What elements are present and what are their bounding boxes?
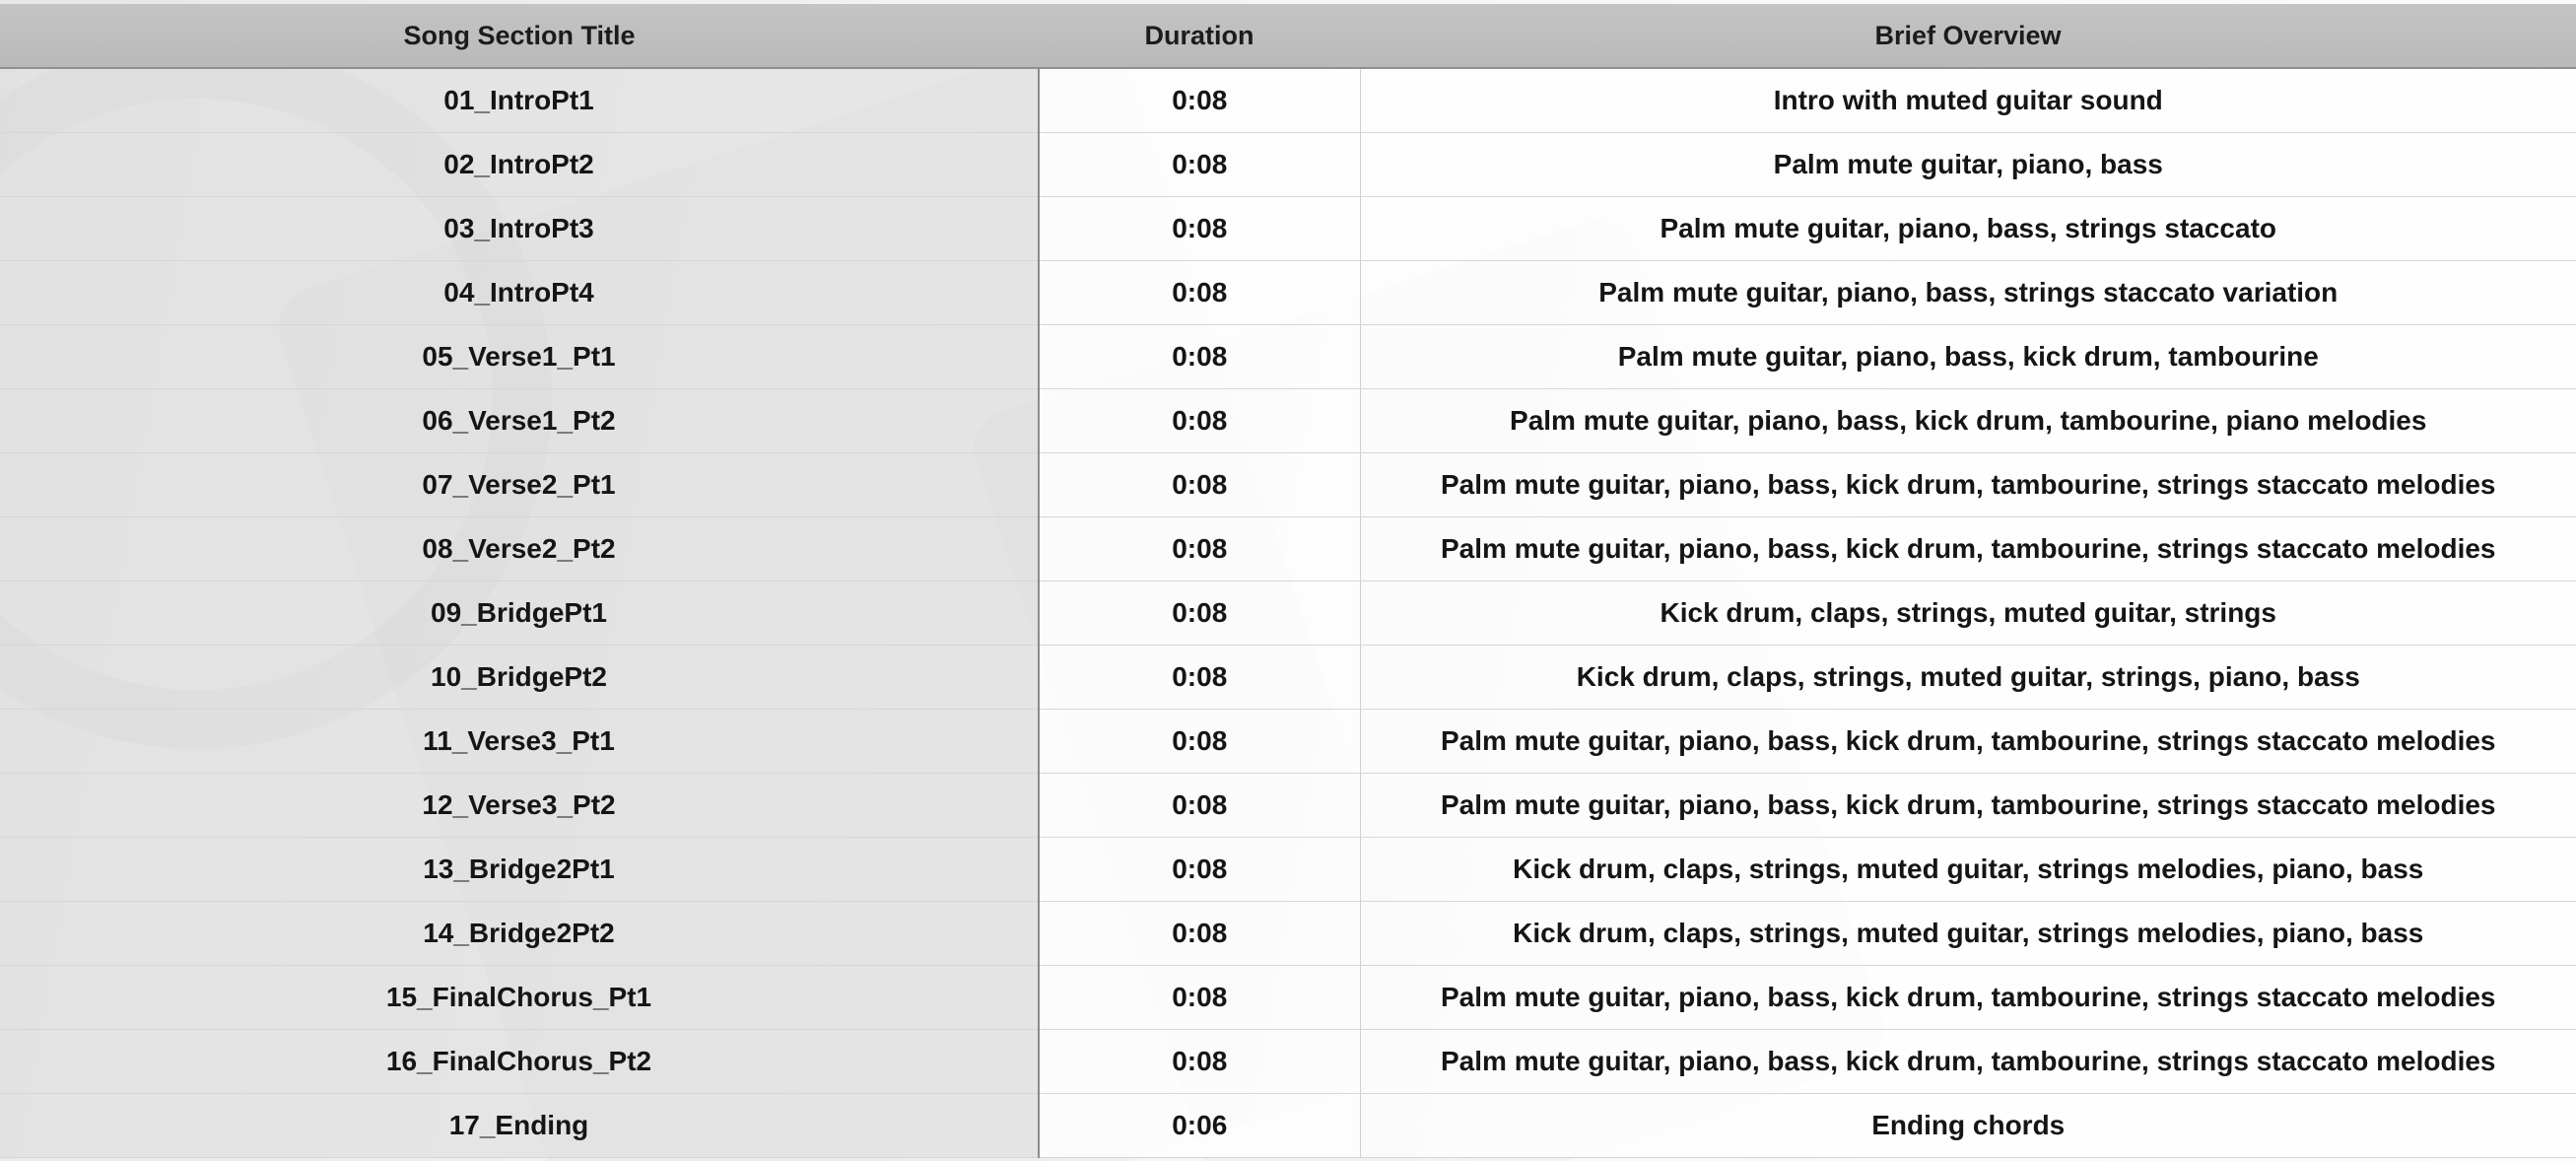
header-brief-overview: Brief Overview [1360, 4, 2576, 68]
section-title-cell: 08_Verse2_Pt2 [0, 517, 1039, 581]
overview-cell: Palm mute guitar, piano, bass, strings staccato variation [1360, 261, 2576, 325]
header-song-section-title: Song Section Title [0, 4, 1039, 68]
overview-cell: Palm mute guitar, piano, bass, kick drum, tambourine, strings staccato melodies [1360, 453, 2576, 517]
table-row [0, 68, 2576, 133]
duration-cell: 0:08 [1039, 646, 1360, 710]
overview-cell: Palm mute guitar, piano, bass, kick drum, tambourine, strings staccato melodies [1360, 710, 2576, 774]
overview-cell: Kick drum, claps, strings, muted guitar, strings [1360, 581, 2576, 646]
duration-cell: 0:08 [1039, 261, 1360, 325]
overview-cell: Palm mute guitar, piano, bass [1360, 133, 2576, 197]
section-title-cell: 02_IntroPt2 [0, 133, 1039, 197]
section-title-cell: 04_IntroPt4 [0, 261, 1039, 325]
table-row [0, 325, 2576, 389]
duration-cell: 0:08 [1039, 453, 1360, 517]
duration-cell: 0:06 [1039, 1094, 1360, 1158]
song-sections-table [0, 4, 2576, 1158]
section-title-cell: 15_FinalChorus_Pt1 [0, 966, 1039, 1030]
duration-cell: 0:08 [1039, 133, 1360, 197]
table-row [0, 581, 2576, 646]
table-body [0, 68, 2576, 1158]
overview-cell: Kick drum, claps, strings, muted guitar, strings, piano, bass [1360, 646, 2576, 710]
section-title-cell: 05_Verse1_Pt1 [0, 325, 1039, 389]
table-row [0, 902, 2576, 966]
section-title-cell: 12_Verse3_Pt2 [0, 774, 1039, 838]
table-row [0, 197, 2576, 261]
table-row [0, 774, 2576, 838]
overview-cell: Palm mute guitar, piano, bass, strings staccato [1360, 197, 2576, 261]
section-title-cell: 11_Verse3_Pt1 [0, 710, 1039, 774]
duration-cell: 0:08 [1039, 838, 1360, 902]
section-title-cell: 10_BridgePt2 [0, 646, 1039, 710]
duration-cell: 0:08 [1039, 517, 1360, 581]
overview-cell: Intro with muted guitar sound [1360, 68, 2576, 133]
overview-cell: Palm mute guitar, piano, bass, kick drum, tambourine, piano melodies [1360, 389, 2576, 453]
table-row [0, 389, 2576, 453]
duration-cell: 0:08 [1039, 389, 1360, 453]
duration-cell: 0:08 [1039, 1030, 1360, 1094]
overview-cell: Palm mute guitar, piano, bass, kick drum, tambourine, strings staccato melodies [1360, 774, 2576, 838]
section-title-cell: 14_Bridge2Pt2 [0, 902, 1039, 966]
table-header-row [0, 4, 2576, 68]
duration-cell: 0:08 [1039, 581, 1360, 646]
overview-cell: Palm mute guitar, piano, bass, kick drum, tambourine [1360, 325, 2576, 389]
table-row [0, 1094, 2576, 1158]
table-row [0, 453, 2576, 517]
section-title-cell: 13_Bridge2Pt1 [0, 838, 1039, 902]
duration-cell: 0:08 [1039, 710, 1360, 774]
overview-cell: Kick drum, claps, strings, muted guitar, strings melodies, piano, bass [1360, 838, 2576, 902]
overview-cell: Kick drum, claps, strings, muted guitar, strings melodies, piano, bass [1360, 902, 2576, 966]
table-row [0, 517, 2576, 581]
table-row [0, 966, 2576, 1030]
duration-cell: 0:08 [1039, 902, 1360, 966]
duration-cell: 0:08 [1039, 325, 1360, 389]
duration-cell: 0:08 [1039, 68, 1360, 133]
table-row [0, 646, 2576, 710]
table-row [0, 133, 2576, 197]
table-row [0, 710, 2576, 774]
header-duration: Duration [1039, 4, 1360, 68]
section-title-cell: 01_IntroPt1 [0, 68, 1039, 133]
section-title-cell: 16_FinalChorus_Pt2 [0, 1030, 1039, 1094]
section-title-cell: 03_IntroPt3 [0, 197, 1039, 261]
section-title-cell: 06_Verse1_Pt2 [0, 389, 1039, 453]
duration-cell: 0:08 [1039, 774, 1360, 838]
overview-cell: Palm mute guitar, piano, bass, kick drum, tambourine, strings staccato melodies [1360, 1030, 2576, 1094]
section-title-cell: 17_Ending [0, 1094, 1039, 1158]
overview-cell: Ending chords [1360, 1094, 2576, 1158]
duration-cell: 0:08 [1039, 197, 1360, 261]
section-title-cell: 09_BridgePt1 [0, 581, 1039, 646]
overview-cell: Palm mute guitar, piano, bass, kick drum, tambourine, strings staccato melodies [1360, 966, 2576, 1030]
duration-cell: 0:08 [1039, 966, 1360, 1030]
section-title-cell: 07_Verse2_Pt1 [0, 453, 1039, 517]
table-row [0, 838, 2576, 902]
table-row [0, 261, 2576, 325]
table-row [0, 1030, 2576, 1094]
overview-cell: Palm mute guitar, piano, bass, kick drum, tambourine, strings staccato melodies [1360, 517, 2576, 581]
